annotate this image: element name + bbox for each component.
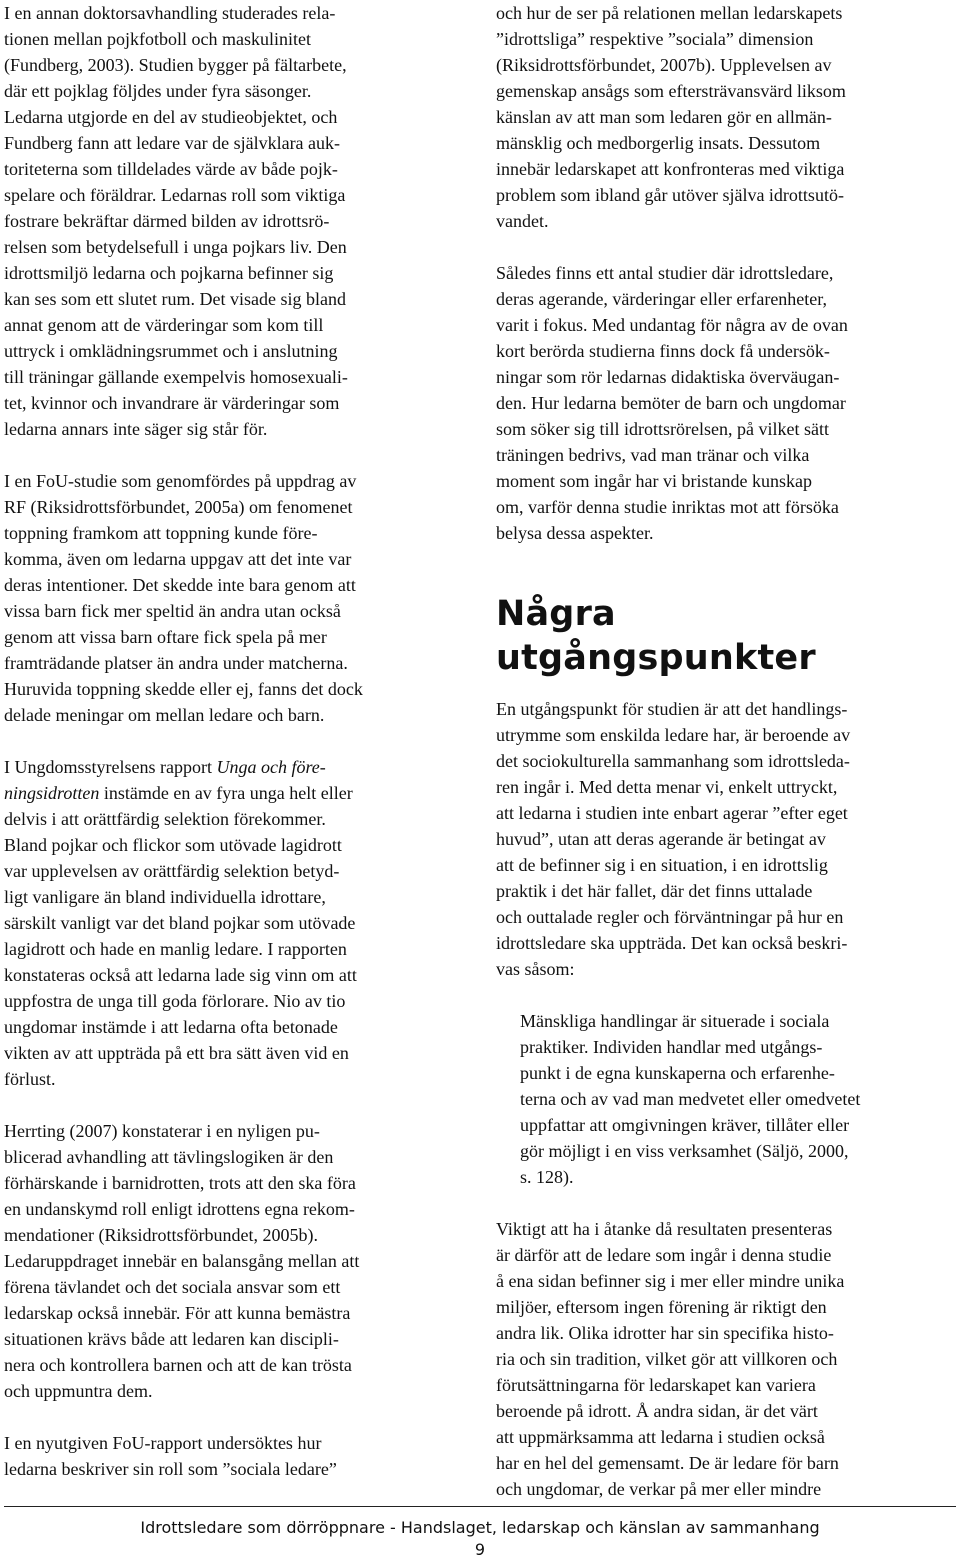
paragraph-ungdomsstyrelsen-rest: instämde en av fyra unga helt eller delvis i att orättfärdig selektion förekommer. Bland pojkar och flickor som utövade lagidrott var upplevelsen av orättfärdig selektion betyd- ligt vanligare än bland individuella idrottare, särskilt vanligt var det bland pojkar som utövade lagidrott och hade en manlig ledare. I rapporten konstateras också att ledarna lade sig vinn om att uppfostra de unga till goda förlorare. Nio av tio ungdomar instämde i att ledarna ofta betonade vikten av att uppträda på ett bra sätt även vid en förlust.: [4, 783, 357, 1089]
paragraph-studier: Således finns ett antal studier där idrottsledare, deras agerande, värderingar eller erfarenheter, varit i fokus. Med undantag för några av de ovan kort berörda studierna finns dock få undersök- ningar som rör ledarnas didaktiska överväugan- den. Hur ledarna bemöter de barn och ungdomar som söker sig till idrottsrörelsen, på vilket sätt träningen bedrivs, vad man tränar och vilka moment som ingår har vi bristande kunskap om, varför denna studie inriktas mot att försöka belysa dessa aspekter.: [496, 263, 848, 543]
paragraph-fou-toppning: I en FoU-studie som genomfördes på uppdrag av RF (Riksidrottsförbundet, 2005a) om fenomenet toppning framkom att toppning kunde före- komma, även om ledarna uppgav att det inte var deras intentioner. Det skedde inte bara genom att vissa barn fick mer speltid än andra utan också genom att vissa barn oftare fick spela på mer framträdande platser än andra under matcherna. Huruvida toppning skedde eller ej, fanns det dock delade meningar om mellan ledare och barn.: [4, 471, 363, 725]
right-column: [496, 0, 948, 1502]
paragraph-ungdomsstyrelsen: [4, 754, 456, 1092]
paragraph-continued: och hur de ser på relationen mellan ledarskapets ”idrottsliga” respektive ”sociala” dimension (Riksidrottsförbundet, 2007b). Upplevelsen av gemenskap ansågs som eftersträvansvärd liksom känslan av att man som ledaren gör en allmän- mänsklig och medborgerlig insats. Dessutom innebär ledarskapet att konfronteras med viktiga problem som ibland går utöver själva idrottsutö- vandet.: [496, 3, 846, 231]
paragraph-fundberg: I en annan doktorsavhandling studerades rela- tionen mellan pojkfotboll och maskulinitet (Fundberg, 2003). Studien bygger på fältarbete, där ett pojklag följdes under fyra säsonger. Ledarna utgjorde en del av studieobjektet, och Fundberg fann att ledare var de självklara auk- toriteterna som tilldelades värde av både pojk- spelare och föräldrar. Ledarnas roll som viktiga fostrare bekräftar därmed bilden av idrottsrö- relsen som betydelsefull i unga pojkars liv. Den idrottsmiljö ledarna och pojkarna befinner sig kan ses som ett slutet rum. Det visade sig bland annat genom att de värderingar som kom till uttryck i omklädningsrummet och i anslutning till träningar gällande exempelvis homosexuali- tet, kvinnor och invandrare är värderingar som ledarna annars inte säger sig står för.: [4, 3, 348, 439]
paragraph-utgangspunkt: En utgångspunkt för studien är att det handlings- utrymme som enskilda ledare har, är beroende av det sociokulturella sammanhang som idrottsleda- ren ingår i. Med detta menar vi, enkelt uttryckt, att ledarna i studien inte enbart agerar ”efter eget huvud”, utan att deras agerande är betingat av att de befinner sig i en situation, i en idrottslig praktik i det här fallet, där det finns uttalade och outtalade regler och förväntningar på hur en idrottsledare ska uppträda. Det kan också beskri- vas såsom:: [496, 699, 851, 979]
footer-divider: [4, 1506, 956, 1507]
left-column: [4, 0, 456, 1482]
report-title-italic: Unga och före- ningsidrotten: [4, 757, 326, 803]
paragraph-herrting: Herrting (2007) konstaterar i en nyligen pu- blicerad avhandling att tävlingslogiken är den förhärskande i barnidrotten, trots att den ska föra en undanskymd roll enligt idrottens egna rekom- mendationer (Riksidrottsförbundet, 2005b). Ledaruppdraget innebär en balansgång mellan att förena tävlandet och det sociala ansvar som ett ledarskap också innebär. För att kunna bemästra situationen krävs både att ledaren kan discipli- nera och kontrollera barnen och att de kan trösta och uppmuntra dem.: [4, 1121, 360, 1401]
page-number: 9: [474, 1540, 486, 1559]
paragraph-ungdomsstyrelsen-start: I Ungdomsstyrelsens rapport: [4, 757, 217, 777]
paragraph-nyutgiven-fou: I en nyutgiven FoU-rapport undersöktes hur ledarna beskriver sin roll som ”sociala ledare”: [4, 1433, 337, 1479]
section-heading: Några utgångspunkter: [496, 594, 816, 678]
footer-title: Idrottsledare som dörröppnare - Handslaget, ledarskap och känslan av sammanhang: [140, 1518, 820, 1537]
paragraph-viktigt: Viktigt att ha i åtanke då resultaten presenteras är därför att de ledare som ingår i denna studie å ena sidan befinner sig i mer eller mindre unika miljöer, eftersom ingen förening är riktigt den andra lik. Olika idrotter har sin specifika histo- ria och sin tradition, vilket gör att villkoren och förutsättningarna för ledarskapet kan variera beroende på idrott. Å andra sidan, är det värt att uppmärksamma att ledarna i studien också har en hel del gemensamt. De är ledare för barn och ungdomar, de verkar på mer eller mindre: [496, 1219, 845, 1499]
block-quote-saljo: Mänskliga handlingar är situerade i sociala praktiker. Individen handlar med utgångs- punkt i de egna kunskaperna och erfarenhe- terna och av vad man medvetet eller omedvetet uppfattar att omgivningen kräver, tillåter eller gör möjligt i en viss verksamhet (Säljö, 2000, s. 128).: [520, 1011, 861, 1187]
